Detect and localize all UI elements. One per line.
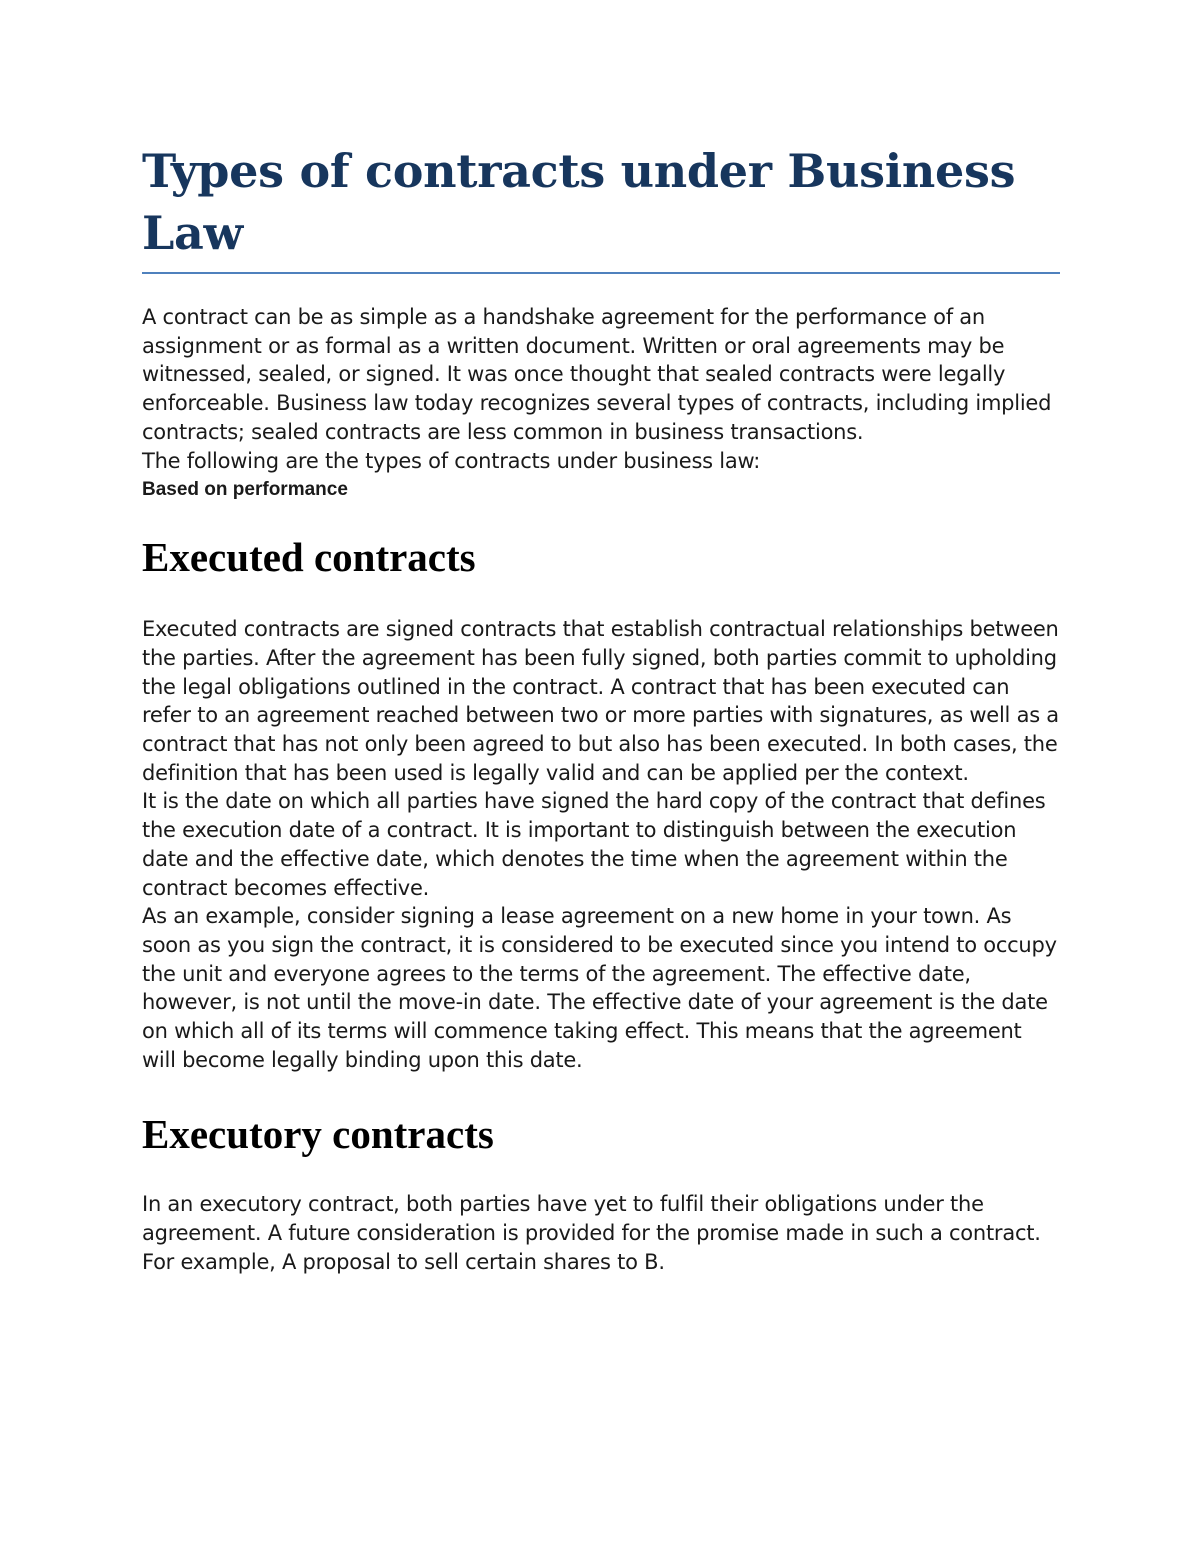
title-underline-rule — [142, 272, 1060, 274]
executory-paragraphs — [142, 1190, 1060, 1276]
category-label: Based on performance — [142, 479, 348, 501]
executed-paragraph-definition: Executed contracts are signed contracts that establish contractual relationships between the parties. After the agreement has been fully signed, both parties commit to upholding the legal obligations outlined in the contract. A contract that has been executed can refer to an agreement reached between two or more parties with signatures, as well as a contract that has not only been agreed to but also has been executed. In both cases, the definition that has been used is legally valid and can be applied per the context. — [142, 617, 1059, 785]
section-executory-contracts — [142, 1110, 1060, 1276]
document-content — [142, 140, 1060, 1277]
section-heading-executed: Executed contracts — [142, 534, 476, 581]
executory-paragraph-definition: In an executory contract, both parties have yet to fulfil their obligations under the agreement. A future consideration is provided for the promise made in such a contract. For example, A proposal to sell certain shares to B. — [142, 1192, 1041, 1274]
executed-paragraph-example: As an example, consider signing a lease agreement on a new home in your town. As soon as you sign the contract, it is considered to be executed since you intend to occupy the unit and everyone agrees to the terms of the agreement. The effective date, however, is not until the move-in date. The effective date of your agreement is the date on which all of its terms will commence taking effect. This means that the agreement will become legally binding upon this date. — [142, 904, 1057, 1072]
section-executed-contracts — [142, 533, 1060, 1074]
intro-section — [142, 303, 1060, 503]
executed-paragraph-execution-date: It is the date on which all parties have signed the hard copy of the contract that defines the execution date of a contract. It is important to distinguish between the execution date and the effective date, which denotes the time when the agreement within the contract becomes effective. — [142, 789, 1046, 900]
document-title: Types of contracts under Business Law — [142, 144, 1016, 260]
intro-types-lead-in: The following are the types of contracts under business law: — [142, 448, 761, 473]
section-heading-executory: Executory contracts — [142, 1111, 494, 1158]
intro-paragraph: A contract can be as simple as a handshake agreement for the performance of an assignment or as formal as a written document. Written or oral agreements may be witnessed, sealed, or signed. It was once thought that sealed contracts were legally enforceable. Business law today recognizes several types of contracts, including implied contracts; sealed contracts are less common in business transactions. — [142, 305, 1052, 444]
executed-paragraphs — [142, 615, 1060, 1074]
